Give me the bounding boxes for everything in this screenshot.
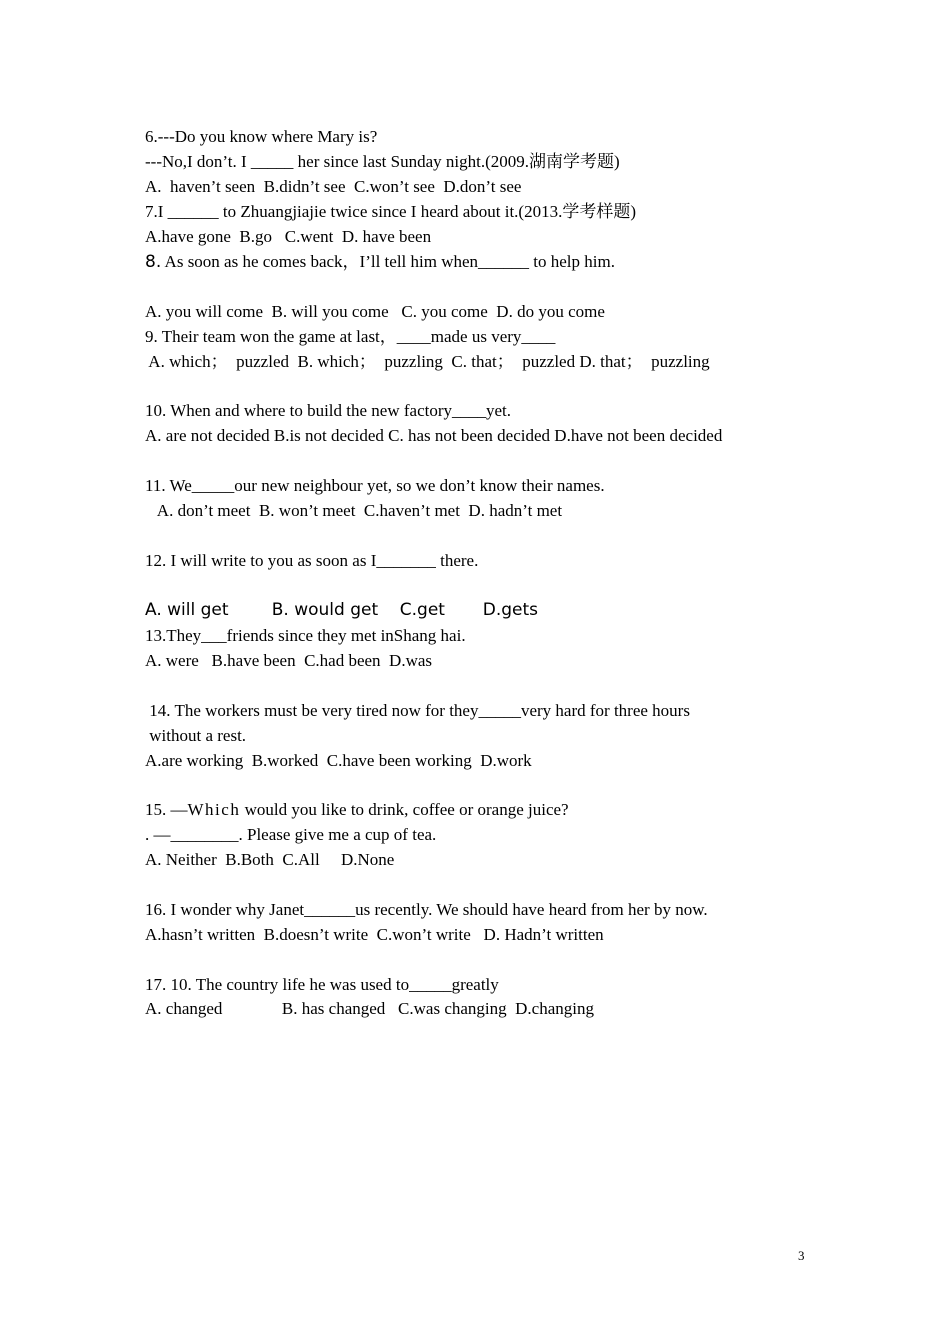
q15-stem-reply: . —________. Please give me a cup of tea. — [145, 825, 437, 844]
q12-options: A. will get B. would get C.get D.gets — [145, 600, 539, 620]
q17-stem: 17. 10. The country life he was used to_____greatly — [145, 975, 499, 994]
q6-options: A. haven’t seen B.didn’t see C.won’t see D.don’t see — [145, 177, 522, 196]
q13-options: A. were B.have been C.had been D.was — [145, 651, 433, 670]
q7-stem: 7.I ______ to Zhuangjiajie twice since I heard about it.(2013.学考样题) — [145, 202, 636, 221]
q16-stem: 16. I wonder why Janet______us recently. We should have heard from her by now. — [145, 900, 708, 919]
q9-stem: 9. Their team won the game at last，____made us very____ — [145, 327, 556, 346]
q15-stem-prefix: 15. — — [145, 800, 188, 819]
q8-number: 8. — [145, 252, 162, 272]
q11-stem: 11. We_____our new neighbour yet, so we don’t know their names. — [145, 476, 605, 495]
q14-options: A.are working B.worked C.have been working D.work — [145, 751, 532, 770]
q6-stem-reply: ---No,I don’t. I _____ her since last Sunday night.(2009.湖南学考题) — [145, 152, 620, 171]
q6-stem: 6.---Do you know where Mary is? — [145, 127, 378, 146]
q16-options: A.hasn’t written B.doesn’t write C.won’t write D. Hadn’t written — [145, 925, 604, 944]
page-number: 3 — [798, 1248, 805, 1263]
q9-options: A. which； puzzled B. which； puzzling C. that； puzzled D. that； puzzling — [145, 352, 710, 371]
q8-stem — [145, 249, 615, 274]
q7-options: A.have gone B.go C.went D. have been — [145, 227, 432, 246]
q14-stem-continued: without a rest. — [145, 726, 247, 745]
q14-stem: 14. The workers must be very tired now for they_____very hard for three hours — [145, 701, 690, 720]
q12-stem: 12. I will write to you as soon as I_______ there. — [145, 551, 479, 570]
q10-stem: 10. When and where to build the new factory____yet. — [145, 401, 512, 420]
q15-stem-suffix: would you like to drink, coffee or orange juice? — [240, 800, 569, 819]
q15-options: A. Neither B.Both C.All D.None — [145, 850, 395, 869]
q10-options: A. are not decided B.is not decided C. has not been decided D.have not been decided — [145, 426, 723, 445]
q15-stem — [145, 797, 569, 822]
q11-options: A. don’t meet B. won’t meet C.haven’t met D. hadn’t met — [145, 501, 563, 520]
q8-options: A. you will come B. will you come C. you come D. do you come — [145, 302, 605, 321]
q15-stem-word: Which — [187, 800, 241, 819]
q17-options: A. changed B. has changed C.was changing D.changing — [145, 999, 594, 1018]
q13-stem: 13.They___friends since they met inShang hai. — [145, 626, 466, 645]
q8-stem-text: As soon as he comes back，I’ll tell him when______ to help him. — [161, 252, 615, 271]
